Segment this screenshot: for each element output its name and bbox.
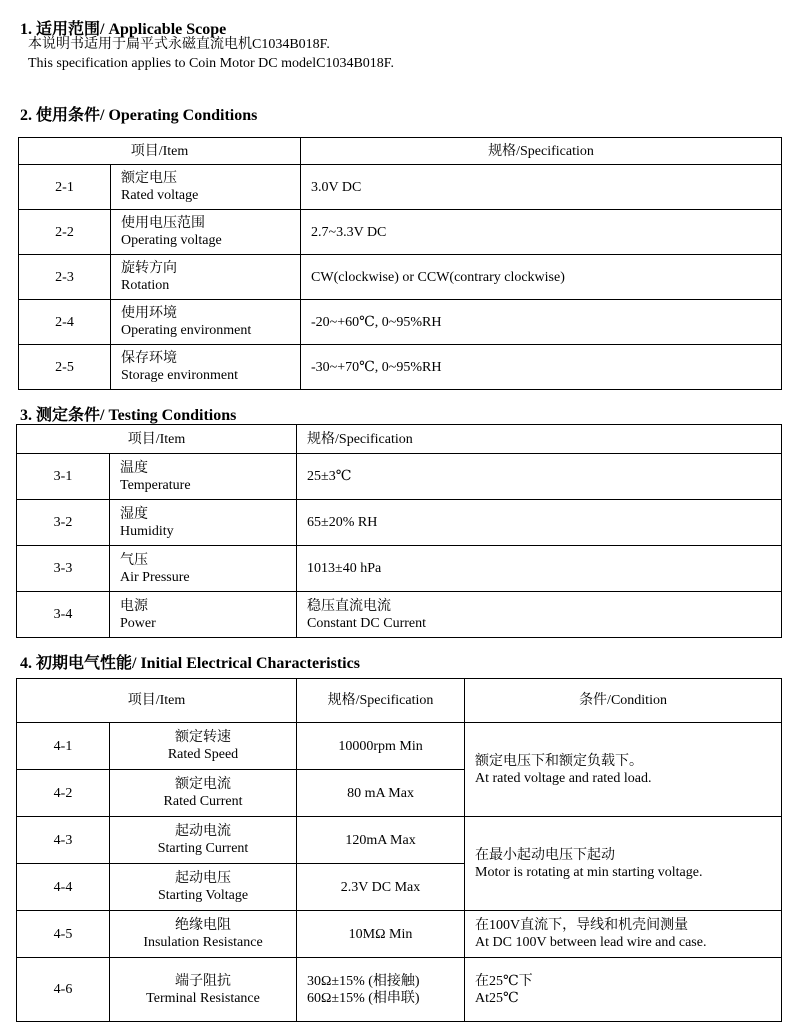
item-name: 电源 Power xyxy=(110,592,297,638)
header-specification: 规格/Specification xyxy=(297,679,465,723)
row-number: 2-3 xyxy=(19,255,111,300)
spec-value: 3.0V DC xyxy=(301,165,782,210)
row-number: 2-4 xyxy=(19,300,111,345)
item-name: 绝缘电阻 Insulation Resistance xyxy=(110,911,297,958)
section-3-title: 3. 测定条件/ Testing Conditions xyxy=(20,407,237,424)
scope-text-en: This specification applies to Coin Motor DC modelC1034B018F. xyxy=(28,56,394,71)
row-number: 4-2 xyxy=(17,770,110,817)
header-item: 项目/Item xyxy=(17,425,297,454)
row-number: 3-3 xyxy=(17,546,110,592)
table-row xyxy=(17,723,782,770)
item-name: 使用电压范围 Operating voltage xyxy=(111,210,301,255)
table-row xyxy=(17,817,782,864)
table-row xyxy=(17,592,782,638)
header-condition: 条件/Condition xyxy=(465,679,782,723)
spec-value: 2.7~3.3V DC xyxy=(301,210,782,255)
table-row xyxy=(17,454,782,500)
item-name: 额定电压 Rated voltage xyxy=(111,165,301,210)
header-item: 项目/Item xyxy=(17,679,297,723)
row-number: 4-1 xyxy=(17,723,110,770)
row-number: 3-1 xyxy=(17,454,110,500)
item-name: 保存环境 Storage environment xyxy=(111,345,301,390)
row-number: 4-6 xyxy=(17,958,110,1022)
table-header-row xyxy=(17,679,782,723)
row-number: 3-2 xyxy=(17,500,110,546)
condition-text: 在25℃下 At25℃ xyxy=(465,958,782,1022)
operating-conditions-table xyxy=(18,137,782,390)
spec-value: 10MΩ Min xyxy=(297,911,465,958)
spec-value: 10000rpm Min xyxy=(297,723,465,770)
scope-text-cn: 本说明书适用于扁平式永磁直流电机C1034B018F. xyxy=(28,37,330,52)
spec-value: -20~+60℃, 0~95%RH xyxy=(301,300,782,345)
item-name: 旋转方向 Rotation xyxy=(111,255,301,300)
spec-value: -30~+70℃, 0~95%RH xyxy=(301,345,782,390)
row-number: 3-4 xyxy=(17,592,110,638)
row-number: 4-5 xyxy=(17,911,110,958)
item-name: 端子阻抗 Terminal Resistance xyxy=(110,958,297,1022)
item-name: 额定电流 Rated Current xyxy=(110,770,297,817)
item-name: 温度 Temperature xyxy=(110,454,297,500)
table-row xyxy=(19,165,782,210)
section-2-title: 2. 使用条件/ Operating Conditions xyxy=(20,107,258,124)
condition-text: 在最小起动电压下起动 Motor is rotating at min starting voltage. xyxy=(465,817,782,911)
row-number: 2-1 xyxy=(19,165,111,210)
section-1-title: 1. 适用范围/ Applicable Scope xyxy=(20,21,227,38)
spec-value: 80 mA Max xyxy=(297,770,465,817)
header-specification: 规格/Specification xyxy=(297,425,782,454)
table-header-row xyxy=(19,138,782,165)
spec-value: 稳压直流电流 Constant DC Current xyxy=(297,592,782,638)
section-4-title: 4. 初期电气性能/ Initial Electrical Characteristics xyxy=(20,655,360,672)
spec-value: 65±20% RH xyxy=(297,500,782,546)
header-specification: 规格/Specification xyxy=(301,138,782,165)
condition-text: 额定电压下和额定负载下。 At rated voltage and rated load. xyxy=(465,723,782,817)
table-row xyxy=(17,911,782,958)
spec-value: CW(clockwise) or CCW(contrary clockwise) xyxy=(301,255,782,300)
table-row xyxy=(17,546,782,592)
row-number: 2-2 xyxy=(19,210,111,255)
table-row xyxy=(19,210,782,255)
spec-value: 30Ω±15% (相接触) 60Ω±15% (相串联) xyxy=(297,958,465,1022)
table-row xyxy=(17,500,782,546)
spec-value: 25±3℃ xyxy=(297,454,782,500)
item-name: 起动电流 Starting Current xyxy=(110,817,297,864)
table-row xyxy=(17,958,782,1022)
row-number: 4-4 xyxy=(17,864,110,911)
header-item: 项目/Item xyxy=(19,138,301,165)
electrical-characteristics-table xyxy=(16,678,782,1022)
item-name: 使用环境 Operating environment xyxy=(111,300,301,345)
item-name: 额定转速 Rated Speed xyxy=(110,723,297,770)
table-row xyxy=(19,345,782,390)
item-name: 起动电压 Starting Voltage xyxy=(110,864,297,911)
testing-conditions-table xyxy=(16,424,782,638)
table-row xyxy=(19,300,782,345)
table-row xyxy=(19,255,782,300)
spec-value: 2.3V DC Max xyxy=(297,864,465,911)
condition-text: 在100V直流下，导线和机壳间测量 At DC 100V between lead wire and case. xyxy=(465,911,782,958)
row-number: 4-3 xyxy=(17,817,110,864)
item-name: 气压 Air Pressure xyxy=(110,546,297,592)
row-number: 2-5 xyxy=(19,345,111,390)
item-name: 湿度 Humidity xyxy=(110,500,297,546)
spec-value: 120mA Max xyxy=(297,817,465,864)
table-header-row xyxy=(17,425,782,454)
spec-value: 1013±40 hPa xyxy=(297,546,782,592)
